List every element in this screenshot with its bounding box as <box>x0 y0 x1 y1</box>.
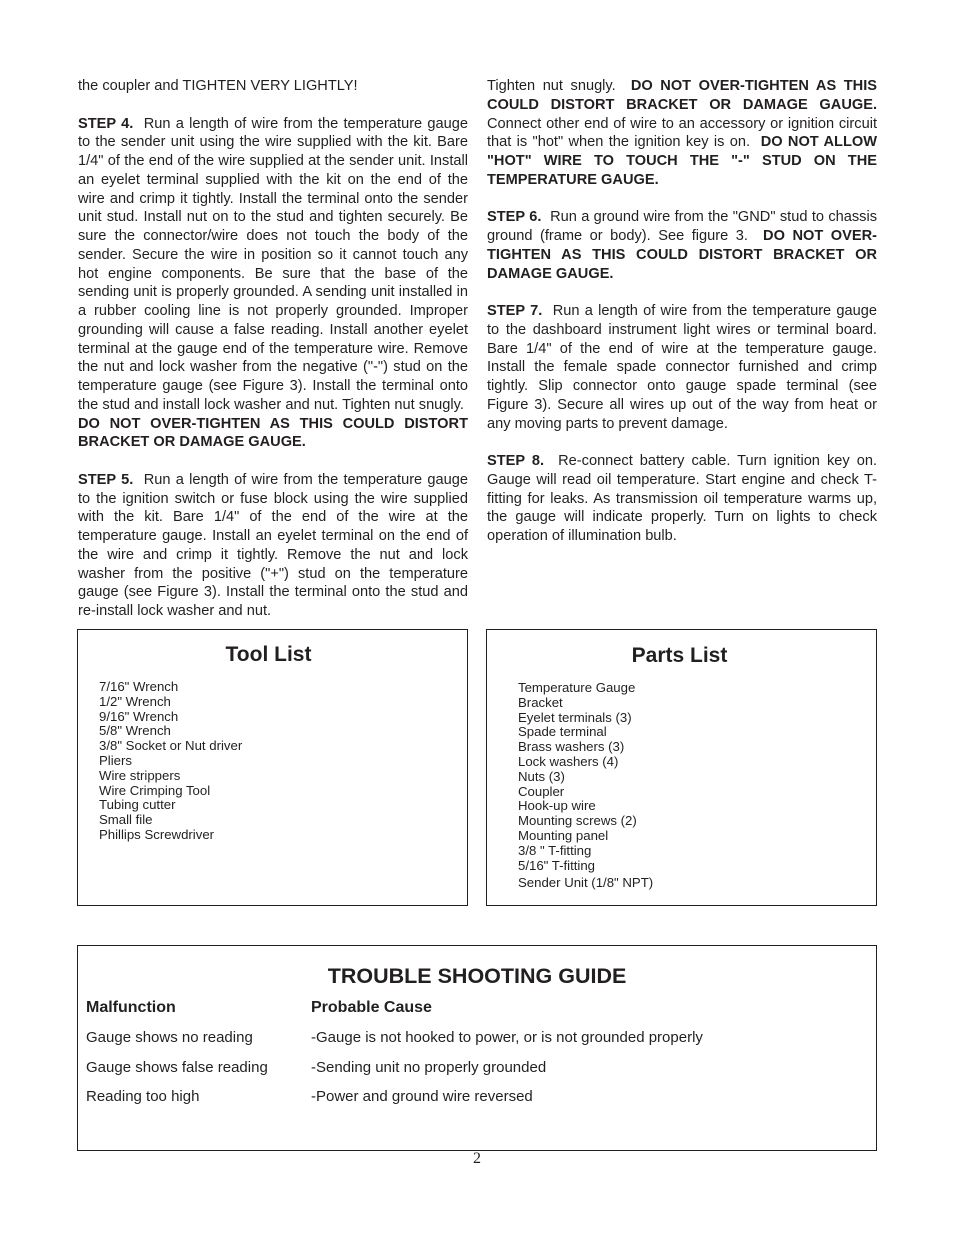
continuation-text-2: Connect other end of wire to an accessory or ignition circuit that is "hot" when the ignition key is on. <box>487 115 877 151</box>
parts-list-item: Hook-up wire <box>518 798 596 814</box>
step-8-label: STEP 8. <box>487 453 545 469</box>
malfunction-cell: Gauge shows no reading <box>86 1029 253 1046</box>
step-4-warning: DO NOT OVER-TIGHTEN AS THIS COULD DISTORT BRACKET OR DAMAGE GAUGE. <box>78 415 468 451</box>
step-7-text: Run a length of wire from the temperature gauge to the dashboard instrument light wires or terminal board. Bare 1/4" of the end of wire at the temperature gauge. Install the female spade connector furnished and crimp tightly. Slip connector onto gauge spade terminal (see Figure 3). Secure all wires up out of the way from heat or any moving parts to prevent damage. <box>487 303 877 432</box>
left-column <box>78 77 468 640</box>
parts-list-item: Lock washers (4) <box>518 753 619 769</box>
tool-list-title: Tool List <box>225 643 312 666</box>
tool-list-item: Tubing cutter <box>99 797 176 813</box>
step-4-label: STEP 4. <box>78 115 134 132</box>
step-8-text: Re-connect battery cable. Turn ignition key on. Gauge will read oil temperature. Start engine and check T-fitting for leaks. As transmission oil temperature warms up, the gauge will indicate properly. Turn on lights to check operation of illumination bulb. <box>487 453 877 544</box>
troubleshooting-title: TROUBLE SHOOTING GUIDE <box>327 964 627 988</box>
step-8-paragraph <box>487 452 877 546</box>
cause-cell: -Gauge is not hooked to power, or is not grounded properly <box>311 1029 703 1046</box>
parts-list-item: Mounting panel <box>518 827 609 843</box>
step-7-paragraph <box>487 302 877 433</box>
tool-list-item: 9/16" Wrench <box>99 708 179 724</box>
continuation-text: Tighten nut snugly. <box>487 78 616 94</box>
parts-list-item: Eyelet terminals (3) <box>518 709 632 725</box>
parts-list-item: Sender Unit (1/8" NPT) <box>518 875 654 891</box>
parts-list-box <box>486 629 877 906</box>
right-column <box>487 77 877 565</box>
malfunction-column-header: Malfunction <box>86 999 176 1016</box>
parts-list-title: Parts List <box>631 644 728 667</box>
tool-list-item: Small file <box>99 812 153 828</box>
tool-list-item: 3/8" Socket or Nut driver <box>99 738 243 754</box>
parts-list-item: Spade terminal <box>518 724 607 740</box>
parts-list-item: Nuts (3) <box>518 768 565 784</box>
malfunction-cell: Reading too high <box>86 1088 200 1105</box>
step-5-text: Run a length of wire from the temperature gauge to the ignition switch or fuse block using the wire supplied with the kit. Bare 1/4" of the end of the wire at the temperature gauge. Install an eyelet terminal on the end of the wire and crimp it tightly. Remove the nut and lock washer from the positive ("+") stud on the temperature gauge (see Figure 3). Install the terminal onto the stud and re-install lock washer and nut. <box>78 471 468 619</box>
parts-list-item: Coupler <box>518 783 565 799</box>
malfunction-cell: Gauge shows false reading <box>86 1059 268 1076</box>
tool-list-item: Wire strippers <box>99 767 181 783</box>
cause-cell: -Power and ground wire reversed <box>311 1088 533 1105</box>
tool-list-item: 5/8" Wrench <box>99 723 171 739</box>
tool-list-items <box>99 680 242 843</box>
tool-list-item: Wire Crimping Tool <box>99 782 211 798</box>
step-6-warning: DO NOT OVER-TIGHTEN AS THIS COULD DISTORT BRACKET OR DAMAGE GAUGE. <box>487 228 878 282</box>
parts-list-items <box>518 681 653 891</box>
tool-list-item: 1/2" Wrench <box>99 693 171 709</box>
tool-list-item: Pliers <box>99 752 132 768</box>
step-5-paragraph <box>78 471 468 621</box>
tool-list-box <box>77 629 468 906</box>
step-6-label: STEP 6. <box>487 209 542 226</box>
parts-list-item: Brass washers (3) <box>518 739 625 755</box>
step-5-label: STEP 5. <box>78 471 134 488</box>
intro-paragraph: the coupler and TIGHTEN VERY LIGHTLY! <box>78 78 358 94</box>
continuation-warning-2: DO NOT ALLOW "HOT" WIRE TO TOUCH THE "-" STUD ON THE TEMPERATURE GAUGE. <box>487 134 877 188</box>
page-number: 2 <box>473 1150 481 1167</box>
step-6-paragraph <box>487 208 877 283</box>
cause-cell: -Sending unit no properly grounded <box>311 1059 547 1076</box>
continuation-warning: DO NOT OVER-TIGHTEN AS THIS COULD DISTORT BRACKET OR DAMAGE GAUGE. <box>487 78 877 113</box>
continuation-paragraph <box>487 77 877 190</box>
tool-list-item: 7/16" Wrench <box>99 679 179 694</box>
step-4-text: Run a length of wire from the temperature gauge to the sender unit using the wire supplied with the kit. Bare 1/4" of the end of the wire supplied at the sender unit. Install an eyelet terminal supplied with the kit on the end of the wire and crimp it tightly. Install the terminal onto the sender unit stud. Install nut on to the stud and tighten securely. Be sure the connector/wire does not touch the body of the sender. Secure the wire in position so it cannot touch any hot engine components. Be sure that the base of the sending unit is properly grounded. A sending unit installed in a rubber cooling line is not properly grounded. Improper grounding will cause a false reading. Install another eyelet terminal at the gauge end of the temperature wire. Remove the nut and lock washer from the negative ("-") stud on the temperature gauge (see Figure 3). Install the terminal onto the stud and install lock washer and nut. Tighten nut snugly. <box>78 115 468 413</box>
troubleshooting-box <box>77 945 877 1151</box>
parts-list-item: Mounting screws (2) <box>518 813 637 829</box>
step-4-paragraph <box>78 115 468 453</box>
step-6-text: Run a ground wire from the "GND" stud to chassis ground (frame or body). See figure 3. <box>487 209 878 244</box>
parts-list-item: 3/8 " T-fitting <box>518 842 592 858</box>
probable-cause-column-header: Probable Cause <box>311 999 432 1016</box>
parts-list-item: Bracket <box>518 694 563 710</box>
tool-list-item: Phillips Screwdriver <box>99 826 215 842</box>
parts-list-item: Temperature Gauge <box>518 680 636 695</box>
step-7-label: STEP 7. <box>487 303 543 319</box>
parts-list-item: 5/16" T-fitting <box>518 857 596 873</box>
